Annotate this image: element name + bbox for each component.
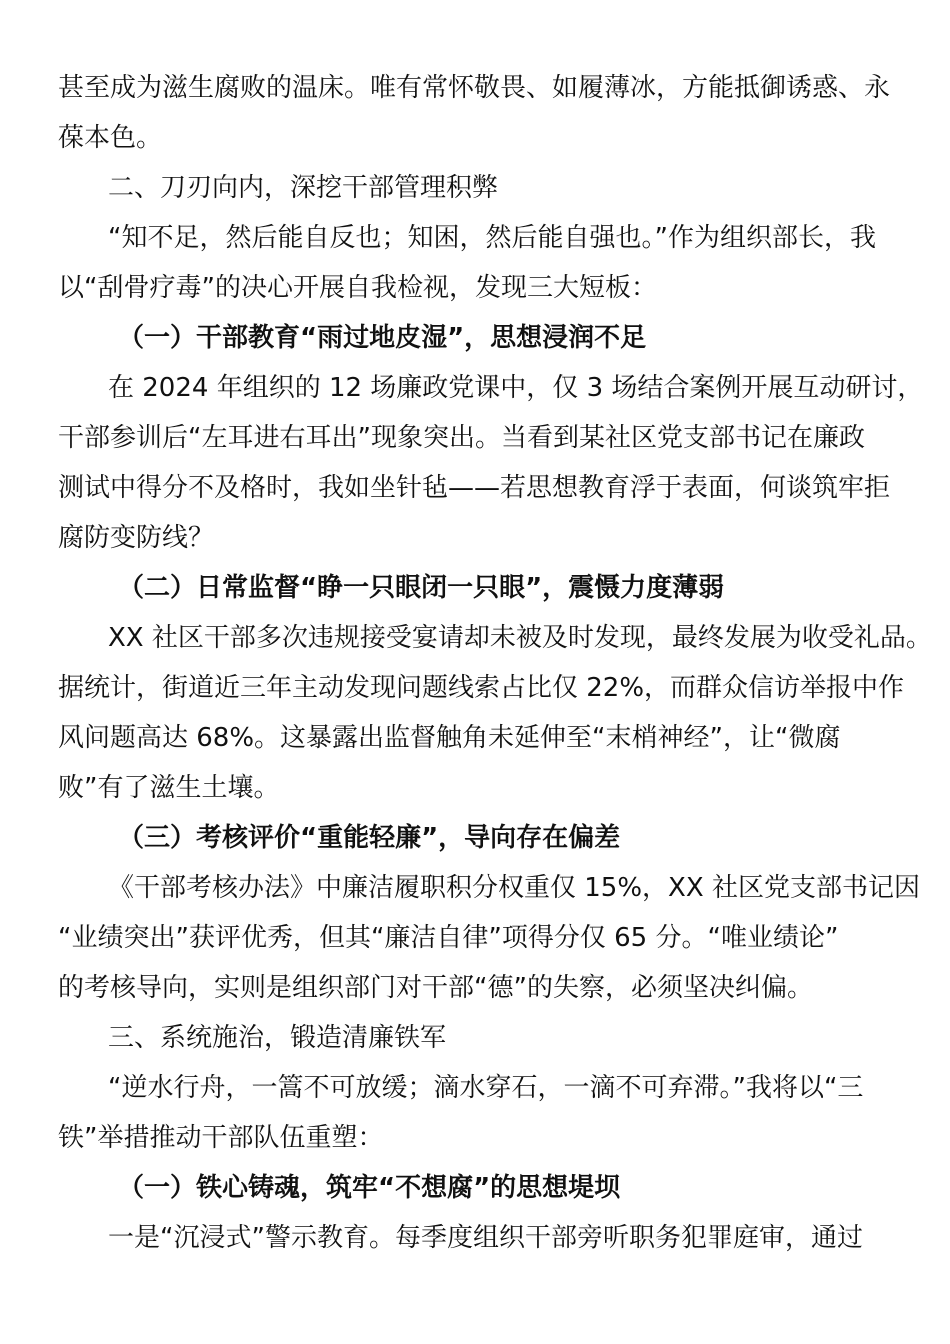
paragraph-line: 据统计，街道近三年主动发现问题线索占比仅 22%，而群众信访举报中作 [58, 673, 905, 703]
paragraph-line: 《干部考核办法》中廉洁履职积分权重仅 15%，XX 社区党支部书记因 [108, 873, 920, 903]
section-heading: 二、刀刃向内，深挖干部管理积弊 [108, 173, 499, 203]
paragraph-line: “业绩突出”获评优秀，但其“廉洁自律”项得分仅 65 分。“唯业绩论” [58, 923, 839, 953]
paragraph-line: 以“刮骨疗毒”的决心开展自我检视，发现三大短板： [58, 273, 657, 303]
section-heading: 三、系统施治，锻造清廉铁军 [108, 1023, 447, 1053]
paragraph-line: 在 2024 年组织的 12 场廉政党课中，仅 3 场结合案例开展互动研讨， [108, 373, 924, 403]
paragraph-line: 的考核导向，实则是组织部门对干部“德”的失察，必须坚决纠偏。 [58, 973, 813, 1003]
subsection-heading: （二）日常监督“睁一只眼闭一只眼”，震慑力度薄弱 [118, 573, 725, 603]
paragraph-line: 腐防变防线？ [58, 523, 215, 553]
paragraph-line: 风问题高达 68%。这暴露出监督触角未延伸至“末梢神经”，让“微腐 [58, 723, 841, 753]
paragraph-line: 一是“沉浸式”警示教育。每季度组织干部旁听职务犯罪庭审，通过 [108, 1223, 863, 1253]
paragraph-line: 败”有了滋生土壤。 [58, 773, 280, 803]
paragraph-line: “知不足，然后能自反也；知困，然后能自强也。”作为组织部长，我 [108, 223, 876, 253]
paragraph-line: “逆水行舟，一篙不可放缓；滴水穿石，一滴不可弃滞。”我将以“三 [108, 1073, 864, 1103]
paragraph-line: 测试中得分不及格时，我如坐针毡——若思想教育浮于表面，何谈筑牢拒 [58, 473, 891, 503]
paragraph-line: 葆本色。 [58, 123, 163, 153]
subsection-heading: （一）铁心铸魂，筑牢“不想腐”的思想堤坝 [118, 1173, 621, 1203]
subsection-heading: （一）干部教育“雨过地皮湿”，思想浸润不足 [118, 323, 647, 353]
paragraph-line: XX 社区干部多次违规接受宴请却未被及时发现，最终发展为收受礼品。 [108, 623, 932, 653]
subsection-heading: （三）考核评价“重能轻廉”，导向存在偏差 [118, 823, 621, 853]
paragraph-line: 干部参训后“左耳进右耳出”现象突出。当看到某社区党支部书记在廉政 [58, 423, 865, 453]
paragraph-line: 铁”举措推动干部队伍重塑： [58, 1123, 384, 1153]
paragraph-line: 甚至成为滋生腐败的温床。唯有常怀敬畏、如履薄冰，方能抵御诱惑、永 [58, 73, 891, 103]
